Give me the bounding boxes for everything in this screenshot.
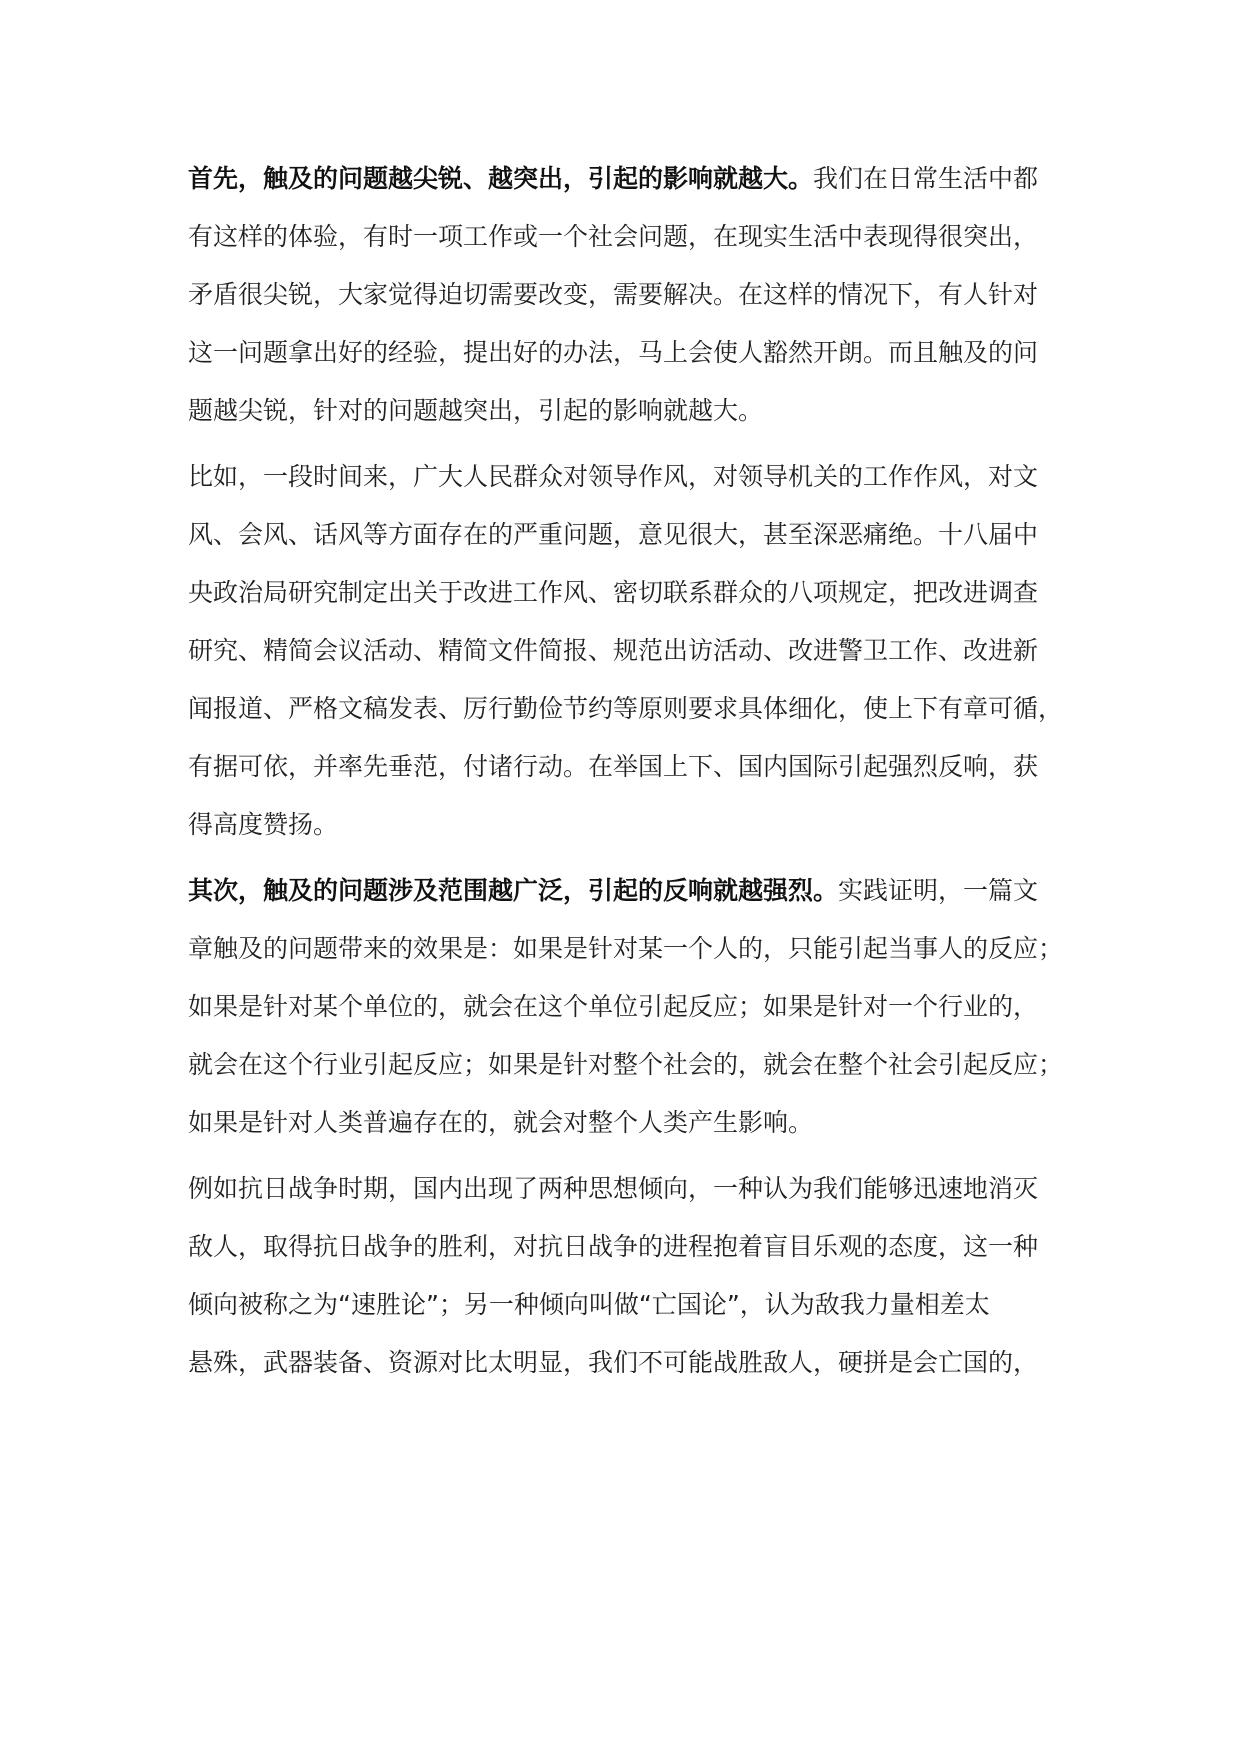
text-line-15: 如果是针对某个单位的，就会在这个单位引起反应；如果是针对一个行业的， (188, 992, 1039, 1021)
text-line-3: 矛盾很尖锐，大家觉得迫切需要改变，需要解决。在这样的情况下，有人针对 (188, 280, 1039, 309)
text-line-10: 闻报道、严格文稿发表、厉行勤俭节约等原则要求具体细化，使上下有章可循， (188, 694, 1064, 723)
text-line-17: 如果是针对人类普遍存在的，就会对整个人类产生影响。 (188, 1108, 814, 1137)
text-line-16: 就会在这个行业引起反应；如果是针对整个社会的，就会在整个社会引起反应； (188, 1050, 1064, 1079)
text-line-11: 有据可依，并率先垂范，付诸行动。在举国上下、国内国际引起强烈反响，获 (188, 752, 1039, 781)
text-run: 我们在日常生活中都 (813, 164, 1039, 193)
text-line-13 (188, 874, 1068, 908)
text-line-21: 悬殊，武器装备、资源对比太明显，我们不可能战胜敌人，硬拼是会亡国的， (188, 1348, 1039, 1377)
text-line-8: 央政治局研究制定出关于改进工作风、密切联系群众的八项规定，把改进调查 (188, 578, 1039, 607)
text-line-19: 敌人，取得抗日战争的胜利，对抗日战争的进程抱着盲目乐观的态度，这一种 (188, 1232, 1039, 1261)
text-line-6: 比如，一段时间来，广大人民群众对领导作风，对领导机关的工作作风，对文 (188, 462, 1039, 491)
text-line-1 (188, 162, 1068, 196)
section-heading-1: 首先，触及的问题越尖锐、越突出，引起的影响就越大。 (188, 164, 814, 193)
text-line-18: 例如抗日战争时期，国内出现了两种思想倾向，一种认为我们能够迅速地消灭 (188, 1174, 1039, 1203)
text-line-9: 研究、精简会议活动、精简文件简报、规范出访活动、改进警卫工作、改进新 (188, 636, 1039, 665)
section-heading-2: 其次，触及的问题涉及范围越广泛，引起的反响就越强烈。 (188, 876, 839, 905)
text-line-2: 有这样的体验，有时一项工作或一个社会问题，在现实生活中表现得很突出， (188, 222, 1039, 251)
text-line-14: 章触及的问题带来的效果是：如果是针对某一个人的，只能引起当事人的反应； (188, 934, 1064, 963)
text-line-20: 倾向被称之为“速胜论”；另一种倾向叫做“亡国论”，认为敌我力量相差太 (188, 1290, 990, 1319)
text-line-7: 风、会风、话风等方面存在的严重问题，意见很大，甚至深恶痛绝。十八届中 (188, 520, 1039, 549)
text-line-4: 这一问题拿出好的经验，提出好的办法，马上会使人豁然开朗。而且触及的问 (188, 338, 1039, 367)
text-line-5: 题越尖锐，针对的问题越突出，引起的影响就越大。 (188, 396, 764, 425)
text-line-12: 得高度赞扬。 (188, 810, 339, 839)
text-run: 实践证明，一篇文 (838, 876, 1039, 905)
